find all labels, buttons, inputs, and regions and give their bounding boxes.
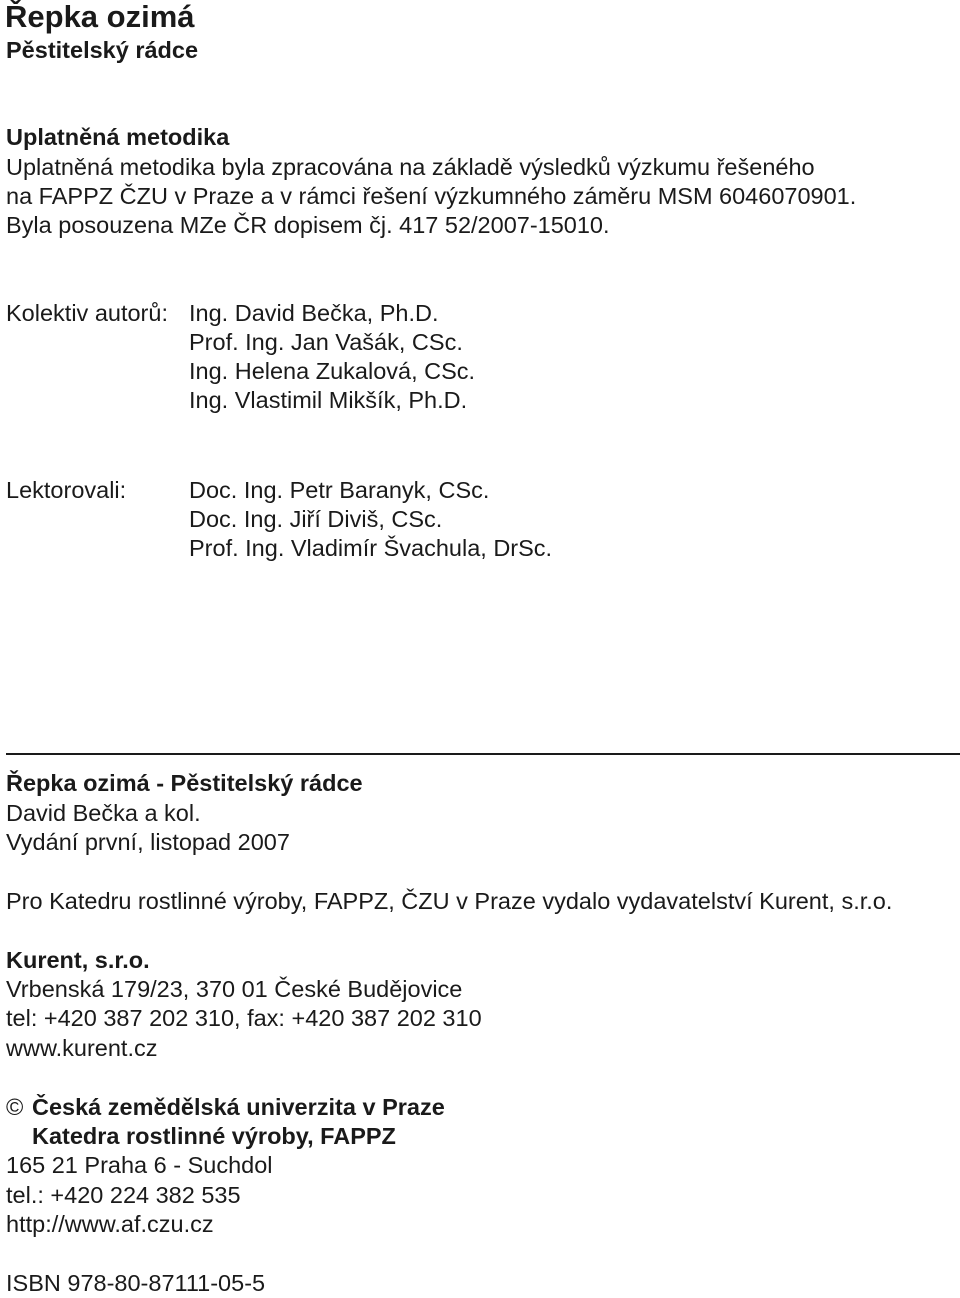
copyright-address: 165 21 Praha 6 - Suchdol [6,1152,273,1178]
document-title: Řepka ozimá [5,0,195,34]
document-subtitle: Pěstitelský rádce [6,37,199,63]
reviewers-list [189,476,552,563]
author-name: Ing. Vlastimil Mikšík, Ph.D. [189,387,468,413]
imprint-edition: Vydání první, listopad 2007 [6,829,290,855]
authors-label: Kolektiv autorů: [6,300,168,326]
author-name: Ing. David Bečka, Ph.D. [189,300,439,326]
authors-list [189,299,475,415]
reviewer-name: Doc. Ing. Petr Baranyk, CSc. [189,477,490,503]
imprint-book-title: Řepka ozimá - Pěstitelský rádce [6,770,363,796]
publisher-phone: tel: +420 387 202 310, fax: +420 387 202 310 [6,1005,482,1031]
copyright-department: Katedra rostlinné výroby, FAPPZ [32,1123,396,1149]
publisher-name: Kurent, s.r.o. [6,947,150,973]
author-name: Prof. Ing. Jan Vašák, CSc. [189,329,463,355]
copyright-phone: tel.: +420 224 382 535 [6,1182,241,1208]
publisher-web: www.kurent.cz [6,1035,158,1061]
methodology-line: na FAPPZ ČZU v Praze a v rámci řešení výzkumného záměru MSM 6046070901. [6,183,857,209]
reviewers-label: Lektorovali: [6,477,127,503]
divider-line [6,753,960,755]
publisher-address: Vrbenská 179/23, 370 01 České Budějovice [6,976,463,1002]
methodology-line: Uplatněná metodika byla zpracována na základě výsledků výzkumu řešeného [6,154,815,180]
copyright-web: http://www.af.czu.cz [6,1211,214,1237]
copyright-holder-row [6,1093,445,1122]
publisher-note: Pro Katedru rostlinné výroby, FAPPZ, ČZU v Praze vydalo vydavatelství Kurent, s.r.o. [6,888,893,914]
methodology-heading: Uplatněná metodika [6,124,230,150]
author-name: Ing. Helena Zukalová, CSc. [189,358,476,384]
reviewer-name: Doc. Ing. Jiří Diviš, CSc. [189,506,443,532]
copyright-icon: © [6,1094,24,1120]
imprint-author: David Bečka a kol. [6,800,201,826]
reviewer-name: Prof. Ing. Vladimír Švachula, DrSc. [189,535,553,561]
copyright-holder: Česká zemědělská univerzita v Praze [32,1094,445,1120]
methodology-line: Byla posouzena MZe ČR dopisem čj. 417 52/2007-15010. [6,212,610,238]
isbn: ISBN 978-80-87111-05-5 [6,1270,266,1296]
